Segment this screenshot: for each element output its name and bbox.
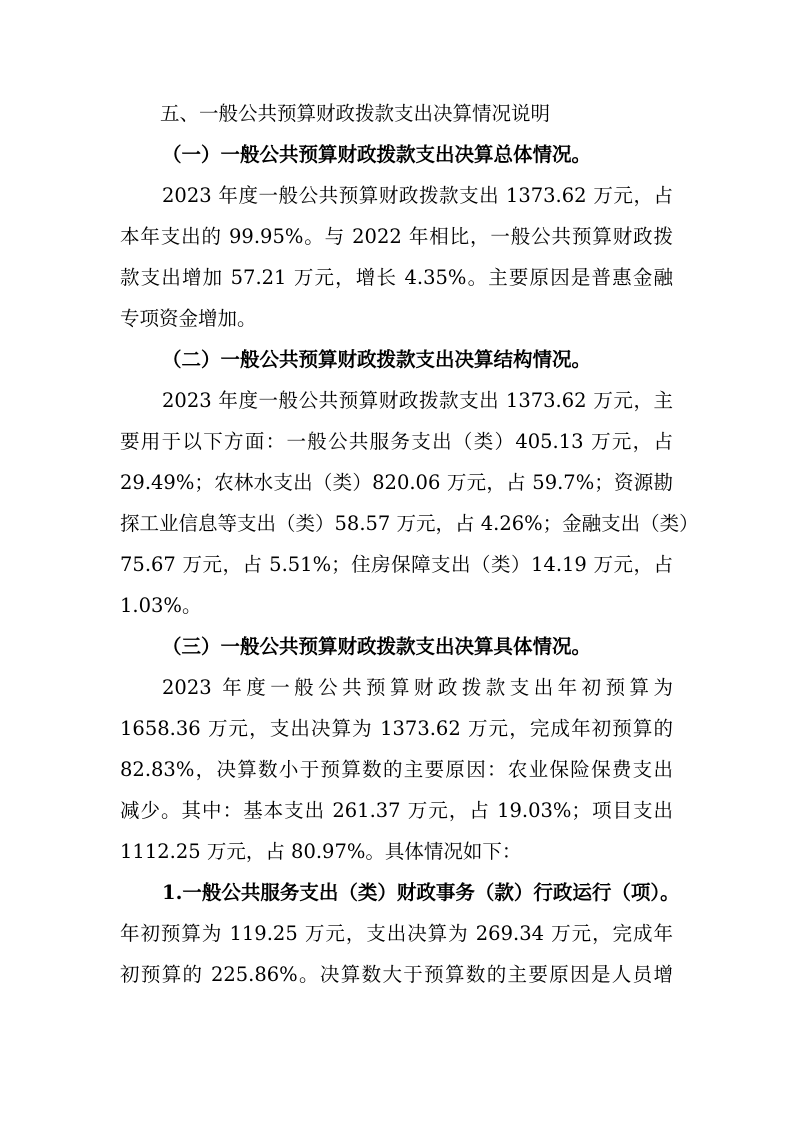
paragraph-line: 75.67 万元，占 5.51%；住房保障支出（类）14.19 万元，占 [120, 553, 673, 576]
section-title: 五、一般公共预算财政拨款支出决算情况说明 [160, 102, 551, 125]
paragraph-line: 探工业信息等支出（类）58.57 万元，占 4.26%；金融支出（类） [120, 512, 699, 535]
paragraph-line: 要用于以下方面：一般公共服务支出（类）405.13 万元，占 [120, 430, 673, 453]
paragraph-line: 1658.36 万元，支出决算为 1373.62 万元，完成年初预算的 [120, 717, 673, 740]
subsection-2-heading: （二）一般公共预算财政拨款支出决算结构情况。 [162, 348, 592, 371]
paragraph-line: 29.49%；农林水支出（类）820.06 万元，占 59.7%；资源勘 [120, 471, 673, 494]
paragraph-line: 初预算的 225.86%。决算数大于预算数的主要原因是人员增 [120, 963, 673, 986]
subsection-3-heading: （三）一般公共预算财政拨款支出决算具体情况。 [162, 635, 592, 658]
paragraph-line: 减少。其中：基本支出 261.37 万元，占 19.03%；项目支出 [120, 799, 673, 822]
paragraph-line: 1112.25 万元，占 80.97%。具体情况如下： [120, 840, 522, 863]
paragraph-line: 本年支出的 99.95%。与 2022 年相比，一般公共预算财政拨 [120, 225, 673, 248]
paragraph-line: 款支出增加 57.21 万元，增长 4.35%。主要原因是普惠金融 [120, 266, 673, 289]
paragraph-line: 年初预算为 119.25 万元，支出决算为 269.34 万元，完成年 [120, 922, 673, 945]
paragraph-line: 82.83%，决算数小于预算数的主要原因：农业保险保费支出 [120, 758, 673, 781]
paragraph-line: 专项资金增加。 [120, 307, 257, 330]
paragraph-line: 2023 年度一般公共预算财政拨款支出年初预算为 [162, 676, 673, 699]
paragraph-line: 2023 年度一般公共预算财政拨款支出 1373.62 万元，主 [162, 389, 673, 412]
paragraph-line: 1.03%。 [120, 594, 202, 617]
item-1-heading: 1.一般公共服务支出（类）财政事务（款）行政运行（项）。 [162, 881, 680, 904]
subsection-1-heading: （一）一般公共预算财政拨款支出决算总体情况。 [162, 143, 592, 166]
paragraph-line: 2023 年度一般公共预算财政拨款支出 1373.62 万元，占 [162, 184, 673, 207]
